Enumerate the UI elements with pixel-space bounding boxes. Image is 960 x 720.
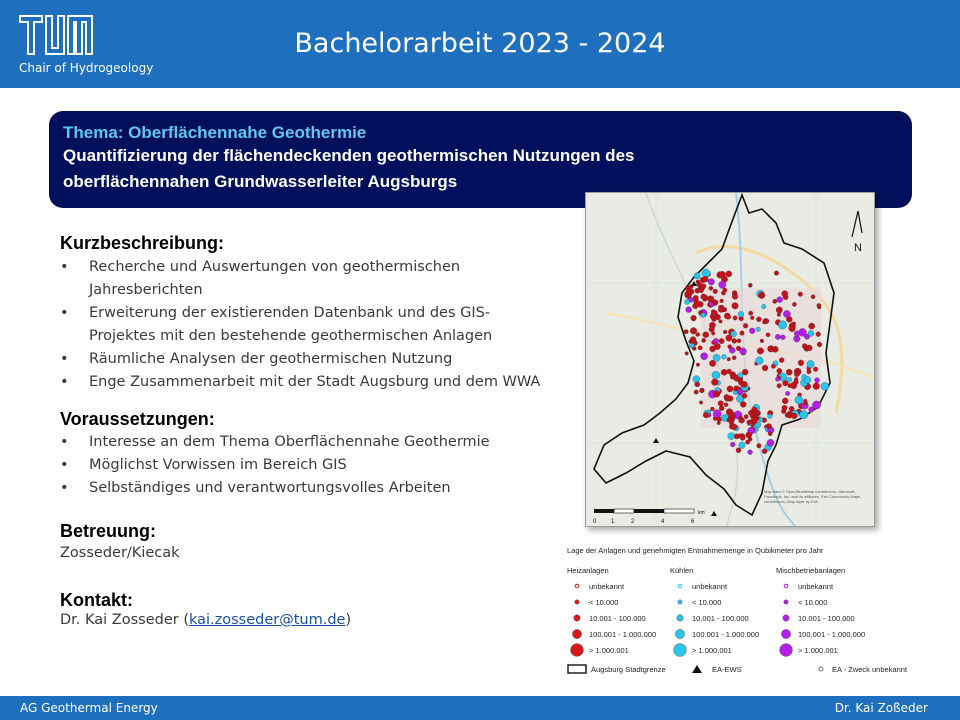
chair-label: Chair of Hydrogeology <box>19 61 154 75</box>
legend-column <box>670 566 760 659</box>
footer-bar <box>0 696 960 720</box>
legend-row: unbekannt <box>670 579 693 595</box>
legend-title: Lage der Anlagen und genehmigten Entnahmemenge in Qubikmeter pro Jahr <box>567 546 824 555</box>
svg-text:1: 1 <box>611 519 615 525</box>
voraussetzungen-list <box>60 431 570 500</box>
topic-label: Thema: Oberflächennahe Geothermie <box>63 123 367 142</box>
kurzbeschreibung-list <box>60 256 541 394</box>
legend-column <box>776 566 866 659</box>
list-item: • Interesse an dem Thema Oberflächennahe Geothermie <box>60 431 570 454</box>
list-item: • Selbständiges und verantwortungsvolles Arbeiten <box>60 477 570 500</box>
augsburg-map <box>585 192 875 527</box>
legend-row: 100.001 - 1.000.000 <box>670 627 693 643</box>
map-canvas <box>586 193 875 527</box>
north-label: N <box>854 242 862 254</box>
svg-text:0: 0 <box>593 519 597 525</box>
legend-column-heading: Mischbetriebanlagen <box>776 566 846 575</box>
list-item: • Räumliche Analysen der geothermischen Nutzung <box>60 348 500 371</box>
betreuung-text: Zosseder/Kiecak <box>60 545 180 561</box>
legend-row: < 10.000 <box>567 595 609 611</box>
kontakt-prefix: Dr. Kai Zosseder ( <box>60 612 189 628</box>
legend-row: unbekannt <box>776 579 845 595</box>
svg-text:6: 6 <box>691 519 695 525</box>
voraussetzungen-heading: Voraussetzungen: <box>60 409 215 429</box>
list-item: • Recherche und Auswertungen von geothermischen Jahresberichten <box>60 256 500 302</box>
legend-row: 10.001 - 100.000 <box>670 611 693 627</box>
kontakt-line <box>60 612 351 628</box>
legend-row: 100.001 - 1.000.000 <box>776 627 845 643</box>
legend-row: > 1.000.001 <box>776 643 845 659</box>
svg-text:km: km <box>698 510 705 516</box>
legend-row: > 1.000.001 <box>567 643 609 659</box>
legend-column-heading: Kühlen <box>670 566 694 575</box>
legend-row: 100.001 - 1.000.000 <box>567 627 609 643</box>
svg-text:4: 4 <box>661 519 665 525</box>
kurzbeschreibung-heading: Kurzbeschreibung: <box>60 233 225 253</box>
email-link[interactable]: kai.zosseder@tum.de <box>188 612 346 628</box>
list-item: • Enge Zusammenarbeit mit der Stadt Augsburg und dem WWA <box>60 371 570 394</box>
legend-row: > 1.000.001 <box>670 643 693 659</box>
legend-row: < 10.000 <box>670 595 693 611</box>
header-bar <box>0 0 960 88</box>
kontakt-suffix: ) <box>345 612 352 628</box>
legend-row: 10.001 - 100.000 <box>567 611 609 627</box>
legend-row: 10.001 - 100.000 <box>776 611 845 627</box>
kontakt-heading: Kontakt: <box>60 590 133 610</box>
topic-line-2: oberflächennahen Grundwasserleiter Augsburgs <box>63 172 458 191</box>
legend-row: unbekannt <box>567 579 609 595</box>
svg-text:2: 2 <box>631 519 635 525</box>
map-attribution: Map data © OpenStreetMap contributors, Microsoft, Facebook, Inc. and its affiliates, Esri Community Maps contributors, Map layer by Esri <box>764 489 861 504</box>
page-title: Bachelorarbeit 2023 - 2024 <box>294 28 666 59</box>
footer-left: AG Geothermal Energy <box>20 701 158 715</box>
betreuung-heading: Betreuung: <box>60 521 156 541</box>
list-item: • Erweiterung der existierenden Datenbank und des GIS-Projektes mit den bestehende geothermischen Anlagen <box>60 302 500 348</box>
legend-column <box>567 566 657 659</box>
legend-row: < 10.000 <box>776 595 845 611</box>
legend-column-heading: Heizanlagen <box>567 566 609 575</box>
list-item: • Möglichst Vorwissen im Bereich GIS <box>60 454 570 477</box>
footer-right: Dr. Kai Zoßeder <box>834 701 928 715</box>
topic-line-1: Quantifizierung der flächendeckenden geothermischen Nutzungen des <box>63 146 635 165</box>
map-legend: Lage der Anlagen und genehmigten Entnahmemenge in Qubikmeter pro Jahr Heizanlagen unbekannt < 10.000 10.001 - 100.000 100.001 - 1.000.000 > 1.000.001 Kühlen unbekannt < 10.000 10.001 - 100.000 100.001 - 1.000.000 > 1.000.001 Mischbetriebanlagen unbekannt < 10.000 10.001 - 100.000 100.001 - 1.000.000 > 1.000.001 Augsburg Stadtgrenze EA-EWS EA - Zweck unbekannt <box>567 546 908 674</box>
